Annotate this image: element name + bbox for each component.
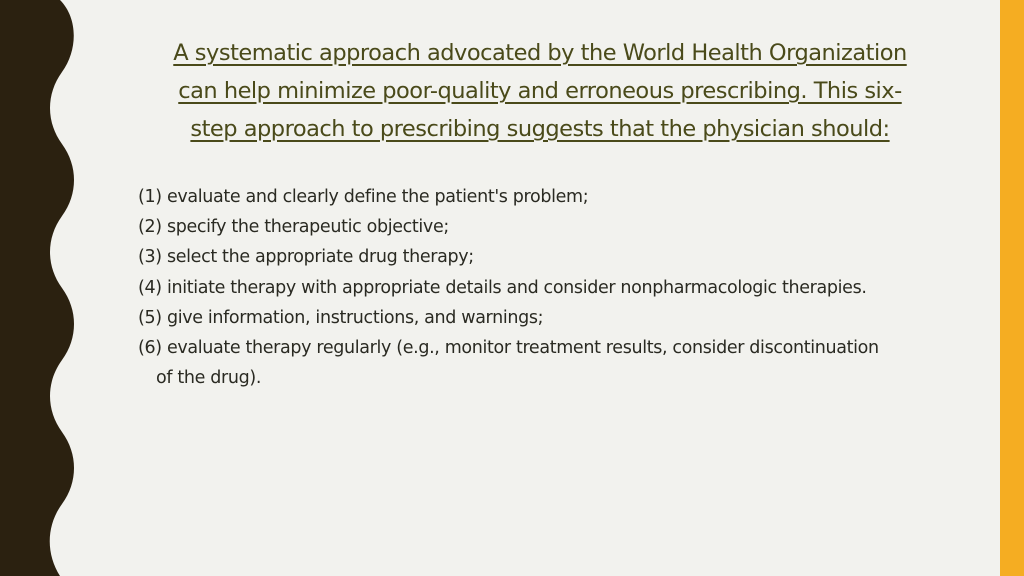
step-item-6 — [138, 333, 958, 393]
title-line-1: A systematic approach advocated by the World Health Organization — [173, 40, 907, 66]
step-item-6-text: (6) evaluate therapy regularly (e.g., monitor treatment results, consider discontinuation — [138, 338, 879, 359]
step-item-2: (2) specify the therapeutic objective; — [138, 217, 449, 238]
step-item-6-continuation: of the drug). — [156, 368, 262, 389]
step-item-5: (5) give information, instructions, and warnings; — [138, 307, 544, 328]
wavy-border-shape — [0, 0, 74, 576]
steps-list — [138, 182, 958, 393]
accent-bar — [1000, 0, 1024, 576]
step-item-1: (1) evaluate and clearly define the patient's problem; — [138, 187, 589, 207]
title-line-3: step approach to prescribing suggests that the physician should: — [190, 116, 890, 142]
step-item-4: (4) initiate therapy with appropriate details and consider nonpharmacologic therapies. — [138, 277, 867, 298]
wavy-border-decoration — [0, 0, 80, 576]
step-item-3: (3) select the appropriate drug therapy; — [138, 247, 474, 268]
slide-title — [140, 34, 940, 148]
title-line-2: can help minimize poor-quality and erroneous prescribing. This six- — [178, 78, 902, 104]
